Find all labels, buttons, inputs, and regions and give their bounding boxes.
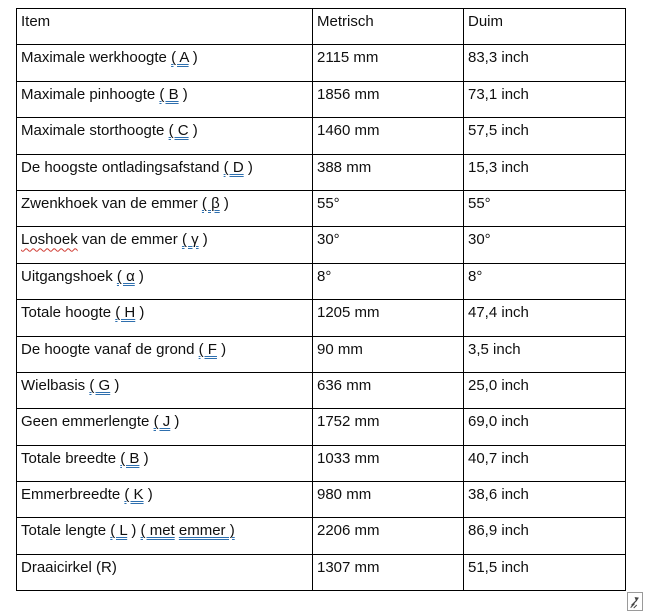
item-label-underlined: ( H bbox=[115, 304, 136, 322]
table-row bbox=[17, 372, 626, 408]
misspelled-word: Loshoek bbox=[21, 231, 78, 249]
table-row bbox=[17, 263, 626, 299]
table-row bbox=[17, 554, 626, 590]
item-label: Maximale pinhoogte bbox=[21, 85, 160, 103]
item-cell bbox=[17, 336, 313, 372]
item-label: ) bbox=[127, 522, 141, 540]
col-header-inch: Duim bbox=[464, 9, 626, 45]
item-label: ) bbox=[198, 231, 208, 249]
inch-cell: 8° bbox=[464, 263, 626, 299]
item-cell bbox=[17, 409, 313, 445]
item-label: Zwenkhoek van de emmer bbox=[21, 194, 202, 212]
table-row bbox=[17, 409, 626, 445]
metric-cell: 1460 mm bbox=[313, 118, 464, 154]
item-label-underlined: ( β bbox=[201, 194, 220, 212]
item-label-underlined: ( B bbox=[120, 449, 140, 467]
inch-cell: 38,6 inch bbox=[464, 482, 626, 518]
table-row bbox=[17, 445, 626, 481]
metric-cell: 2115 mm bbox=[313, 45, 464, 81]
item-label-underlined: ( γ bbox=[181, 231, 199, 249]
item-label: Emmerbreedte bbox=[21, 486, 125, 504]
inch-cell: 30° bbox=[464, 227, 626, 263]
item-label: Geen emmerlengte bbox=[21, 413, 154, 431]
item-label-underlined: ( G bbox=[89, 376, 111, 394]
table-row bbox=[17, 518, 626, 554]
table-row bbox=[17, 45, 626, 81]
inch-cell: 51,5 inch bbox=[464, 554, 626, 590]
item-label-underlined: ( α bbox=[116, 267, 135, 285]
item-label-underlined: ( F bbox=[198, 340, 217, 358]
inch-cell: 55° bbox=[464, 190, 626, 226]
item-label: ) bbox=[170, 413, 180, 431]
table-row bbox=[17, 118, 626, 154]
item-label: Uitgangshoek bbox=[21, 267, 117, 285]
metric-cell: 1033 mm bbox=[313, 445, 464, 481]
item-cell bbox=[17, 190, 313, 226]
item-cell bbox=[17, 482, 313, 518]
metric-cell: 90 mm bbox=[313, 336, 464, 372]
item-label: Wielbasis bbox=[21, 376, 90, 394]
item-label-underlined: ( met bbox=[140, 522, 175, 540]
item-label: ) bbox=[135, 304, 145, 322]
item-label: Totale lengte bbox=[21, 522, 111, 540]
inch-cell: 57,5 inch bbox=[464, 118, 626, 154]
item-cell bbox=[17, 263, 313, 299]
item-cell bbox=[17, 118, 313, 154]
item-cell bbox=[17, 45, 313, 81]
table-row bbox=[17, 482, 626, 518]
item-label: ) bbox=[219, 194, 229, 212]
inch-cell: 86,9 inch bbox=[464, 518, 626, 554]
metric-cell: 1752 mm bbox=[313, 409, 464, 445]
item-label-underlined: ( B bbox=[159, 85, 179, 103]
inch-cell: 47,4 inch bbox=[464, 300, 626, 336]
inch-cell: 15,3 inch bbox=[464, 154, 626, 190]
item-label: ) bbox=[188, 49, 198, 67]
item-cell bbox=[17, 81, 313, 117]
item-cell bbox=[17, 518, 313, 554]
inch-cell: 3,5 inch bbox=[464, 336, 626, 372]
inch-cell: 40,7 inch bbox=[464, 445, 626, 481]
metric-cell: 1205 mm bbox=[313, 300, 464, 336]
table-row bbox=[17, 300, 626, 336]
metric-cell: 388 mm bbox=[313, 154, 464, 190]
item-label: ) bbox=[178, 85, 188, 103]
item-label: ) bbox=[216, 340, 227, 358]
item-label-underlined: ( L bbox=[110, 522, 128, 540]
metric-cell: 2206 mm bbox=[313, 518, 464, 554]
metric-cell: 1307 mm bbox=[313, 554, 464, 590]
item-label: De hoogte vanaf de grond bbox=[21, 340, 199, 358]
item-label: ) bbox=[243, 158, 253, 176]
metric-cell: 30° bbox=[313, 227, 464, 263]
item-label-underlined: ( A bbox=[171, 49, 189, 67]
item-label: Maximale storthoogte bbox=[21, 122, 169, 140]
item-label-underlined: ( J bbox=[153, 413, 171, 431]
item-cell bbox=[17, 445, 313, 481]
item-label: Maximale werkhoogte bbox=[21, 49, 172, 67]
item-cell bbox=[17, 227, 313, 263]
item-cell bbox=[17, 372, 313, 408]
item-label: ) bbox=[110, 376, 120, 394]
inch-cell: 73,1 inch bbox=[464, 81, 626, 117]
item-label-underlined: ( K bbox=[124, 486, 144, 504]
item-label: ) bbox=[143, 486, 153, 504]
spec-table bbox=[16, 8, 626, 591]
item-label: Draaicirkel (R) bbox=[21, 558, 117, 576]
metric-cell: 636 mm bbox=[313, 372, 464, 408]
item-cell bbox=[17, 300, 313, 336]
metric-cell: 8° bbox=[313, 263, 464, 299]
table-resize-handle[interactable] bbox=[627, 592, 643, 611]
inch-cell: 25,0 inch bbox=[464, 372, 626, 408]
item-label-underlined: ( C bbox=[168, 122, 189, 140]
table-row bbox=[17, 227, 626, 263]
item-cell bbox=[17, 154, 313, 190]
item-label-underlined: ( D bbox=[223, 158, 244, 176]
inch-cell: 69,0 inch bbox=[464, 409, 626, 445]
table-row bbox=[17, 336, 626, 372]
table-row bbox=[17, 190, 626, 226]
metric-cell: 55° bbox=[313, 190, 464, 226]
item-label: ) bbox=[134, 267, 144, 285]
inch-cell: 83,3 inch bbox=[464, 45, 626, 81]
col-header-metric: Metrisch bbox=[313, 9, 464, 45]
header-row bbox=[17, 9, 626, 45]
item-cell bbox=[17, 554, 313, 590]
item-label: ) bbox=[188, 122, 198, 140]
item-label: Totale breedte bbox=[21, 449, 121, 467]
item-label: Totale hoogte bbox=[21, 304, 116, 322]
item-label: De hoogste ontladingsafstand bbox=[21, 158, 224, 176]
item-label: van de emmer bbox=[77, 231, 182, 249]
item-label: ) bbox=[139, 449, 149, 467]
diagonal-resize-arrow-icon bbox=[628, 593, 642, 610]
metric-cell: 1856 mm bbox=[313, 81, 464, 117]
metric-cell: 980 mm bbox=[313, 482, 464, 518]
table-row bbox=[17, 81, 626, 117]
item-label-underlined: emmer ) bbox=[178, 522, 235, 540]
table-row bbox=[17, 154, 626, 190]
col-header-item: Item bbox=[17, 9, 313, 45]
